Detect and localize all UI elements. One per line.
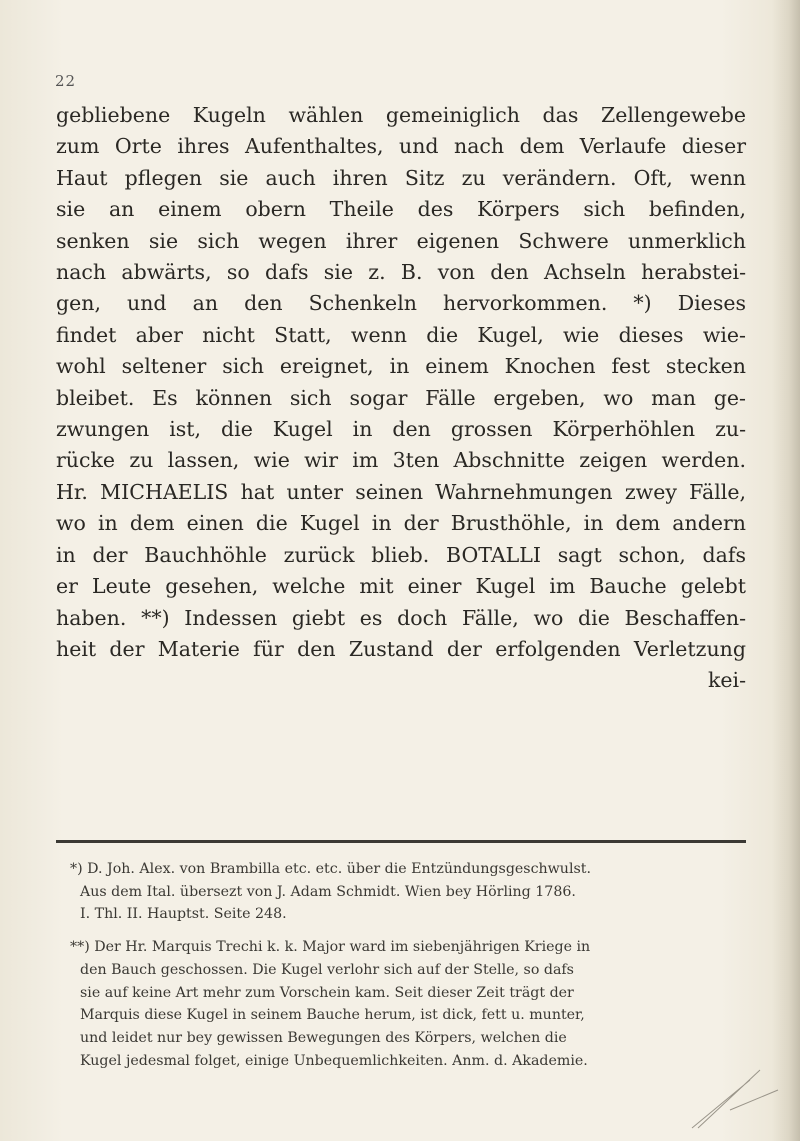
body-line: bleibet. Es können sich sogar Fälle ergeben, wo man ge- [56, 385, 746, 410]
body-line: heit der Materie für den Zustand der erfolgenden Verletzung [56, 636, 746, 661]
body-line: wo in dem einen die Kugel in der Brusthöhle, in dem andern [56, 511, 746, 536]
body-line: nach abwärts, so dafs sie z. B. von den Achseln herabstei- [56, 260, 746, 285]
footnote-1 [56, 858, 746, 926]
footnote-line: sie auf keine Art mehr zum Vorschein kam. Seit dieser Zeit trägt der [80, 984, 574, 1001]
pencil-mark-icon [690, 1040, 780, 1130]
body-line: in der Bauchhöhle zurück blieb. BOTALLI sagt schon, dafs [56, 542, 746, 567]
body-line: wohl seltener sich ereignet, in einem Knochen fest stecken [56, 354, 746, 379]
body-line: findet aber nicht Statt, wenn die Kugel, wie dieses wie- [56, 322, 746, 347]
footnote-line: **) Der Hr. Marquis Trechi k. k. Major ward im siebenjährigen Kriege in [70, 939, 591, 956]
footnote-line: den Bauch geschossen. Die Kugel verlohr sich auf der Stelle, so dafs [80, 961, 574, 978]
body-line: sie an einem obern Theile des Körpers sich befinden, [56, 197, 746, 222]
body-line: gen, und an den Schenkeln hervorkommen. *) Dieses [56, 291, 746, 316]
footnote-line: Aus dem Ital. übersezt von J. Adam Schmidt. Wien bey Hörling 1786. [80, 883, 576, 900]
body-text [56, 100, 746, 697]
body-line: gebliebene Kugeln wählen gemeiniglich das Zellengewebe [56, 103, 746, 127]
body-line: senken sie sich wegen ihrer eigenen Schwere unmerklich [56, 228, 746, 253]
footnotes [56, 858, 746, 1082]
body-line: zwungen ist, die Kugel in den grossen Körperhöhlen zu- [56, 417, 746, 442]
page-number: 22 [55, 72, 77, 90]
footnote-line: *) D. Joh. Alex. von Brambilla etc. etc. über die Entzündungsgeschwulst. [70, 861, 591, 877]
body-line: Hr. MICHAELIS hat unter seinen Wahrnehmungen zwey Fälle, [56, 479, 746, 504]
footnote-2 [56, 936, 746, 1072]
body-line: Haut pflegen sie auch ihren Sitz zu verändern. Oft, wenn [56, 165, 746, 190]
footnote-line: I. Thl. II. Hauptst. Seite 248. [80, 906, 287, 923]
footnote-line: Marquis diese Kugel in seinem Bauche herum, ist dick, fett u. munter, [80, 1007, 585, 1024]
footnote-rule [56, 840, 746, 843]
footnote-line: und leidet nur bey gewissen Bewegungen des Körpers, welchen die [80, 1029, 567, 1046]
body-line: rücke zu lassen, wie wir im 3ten Abschnitte zeigen werden. [56, 448, 746, 473]
body-line: zum Orte ihres Aufenthaltes, und nach dem Verlaufe dieser [56, 134, 746, 159]
page-edge-shadow [772, 0, 800, 1141]
body-line: haben. **) Indessen giebt es doch Fälle, wo die Beschaffen- [56, 605, 746, 630]
footnote-line: Kugel jedesmal folget, einige Unbequemlichkeiten. Anm. d. Akademie. [80, 1052, 588, 1069]
catchword: kei- [707, 668, 746, 693]
body-line: er Leute gesehen, welche mit einer Kugel im Bauche gelebt [56, 574, 746, 599]
